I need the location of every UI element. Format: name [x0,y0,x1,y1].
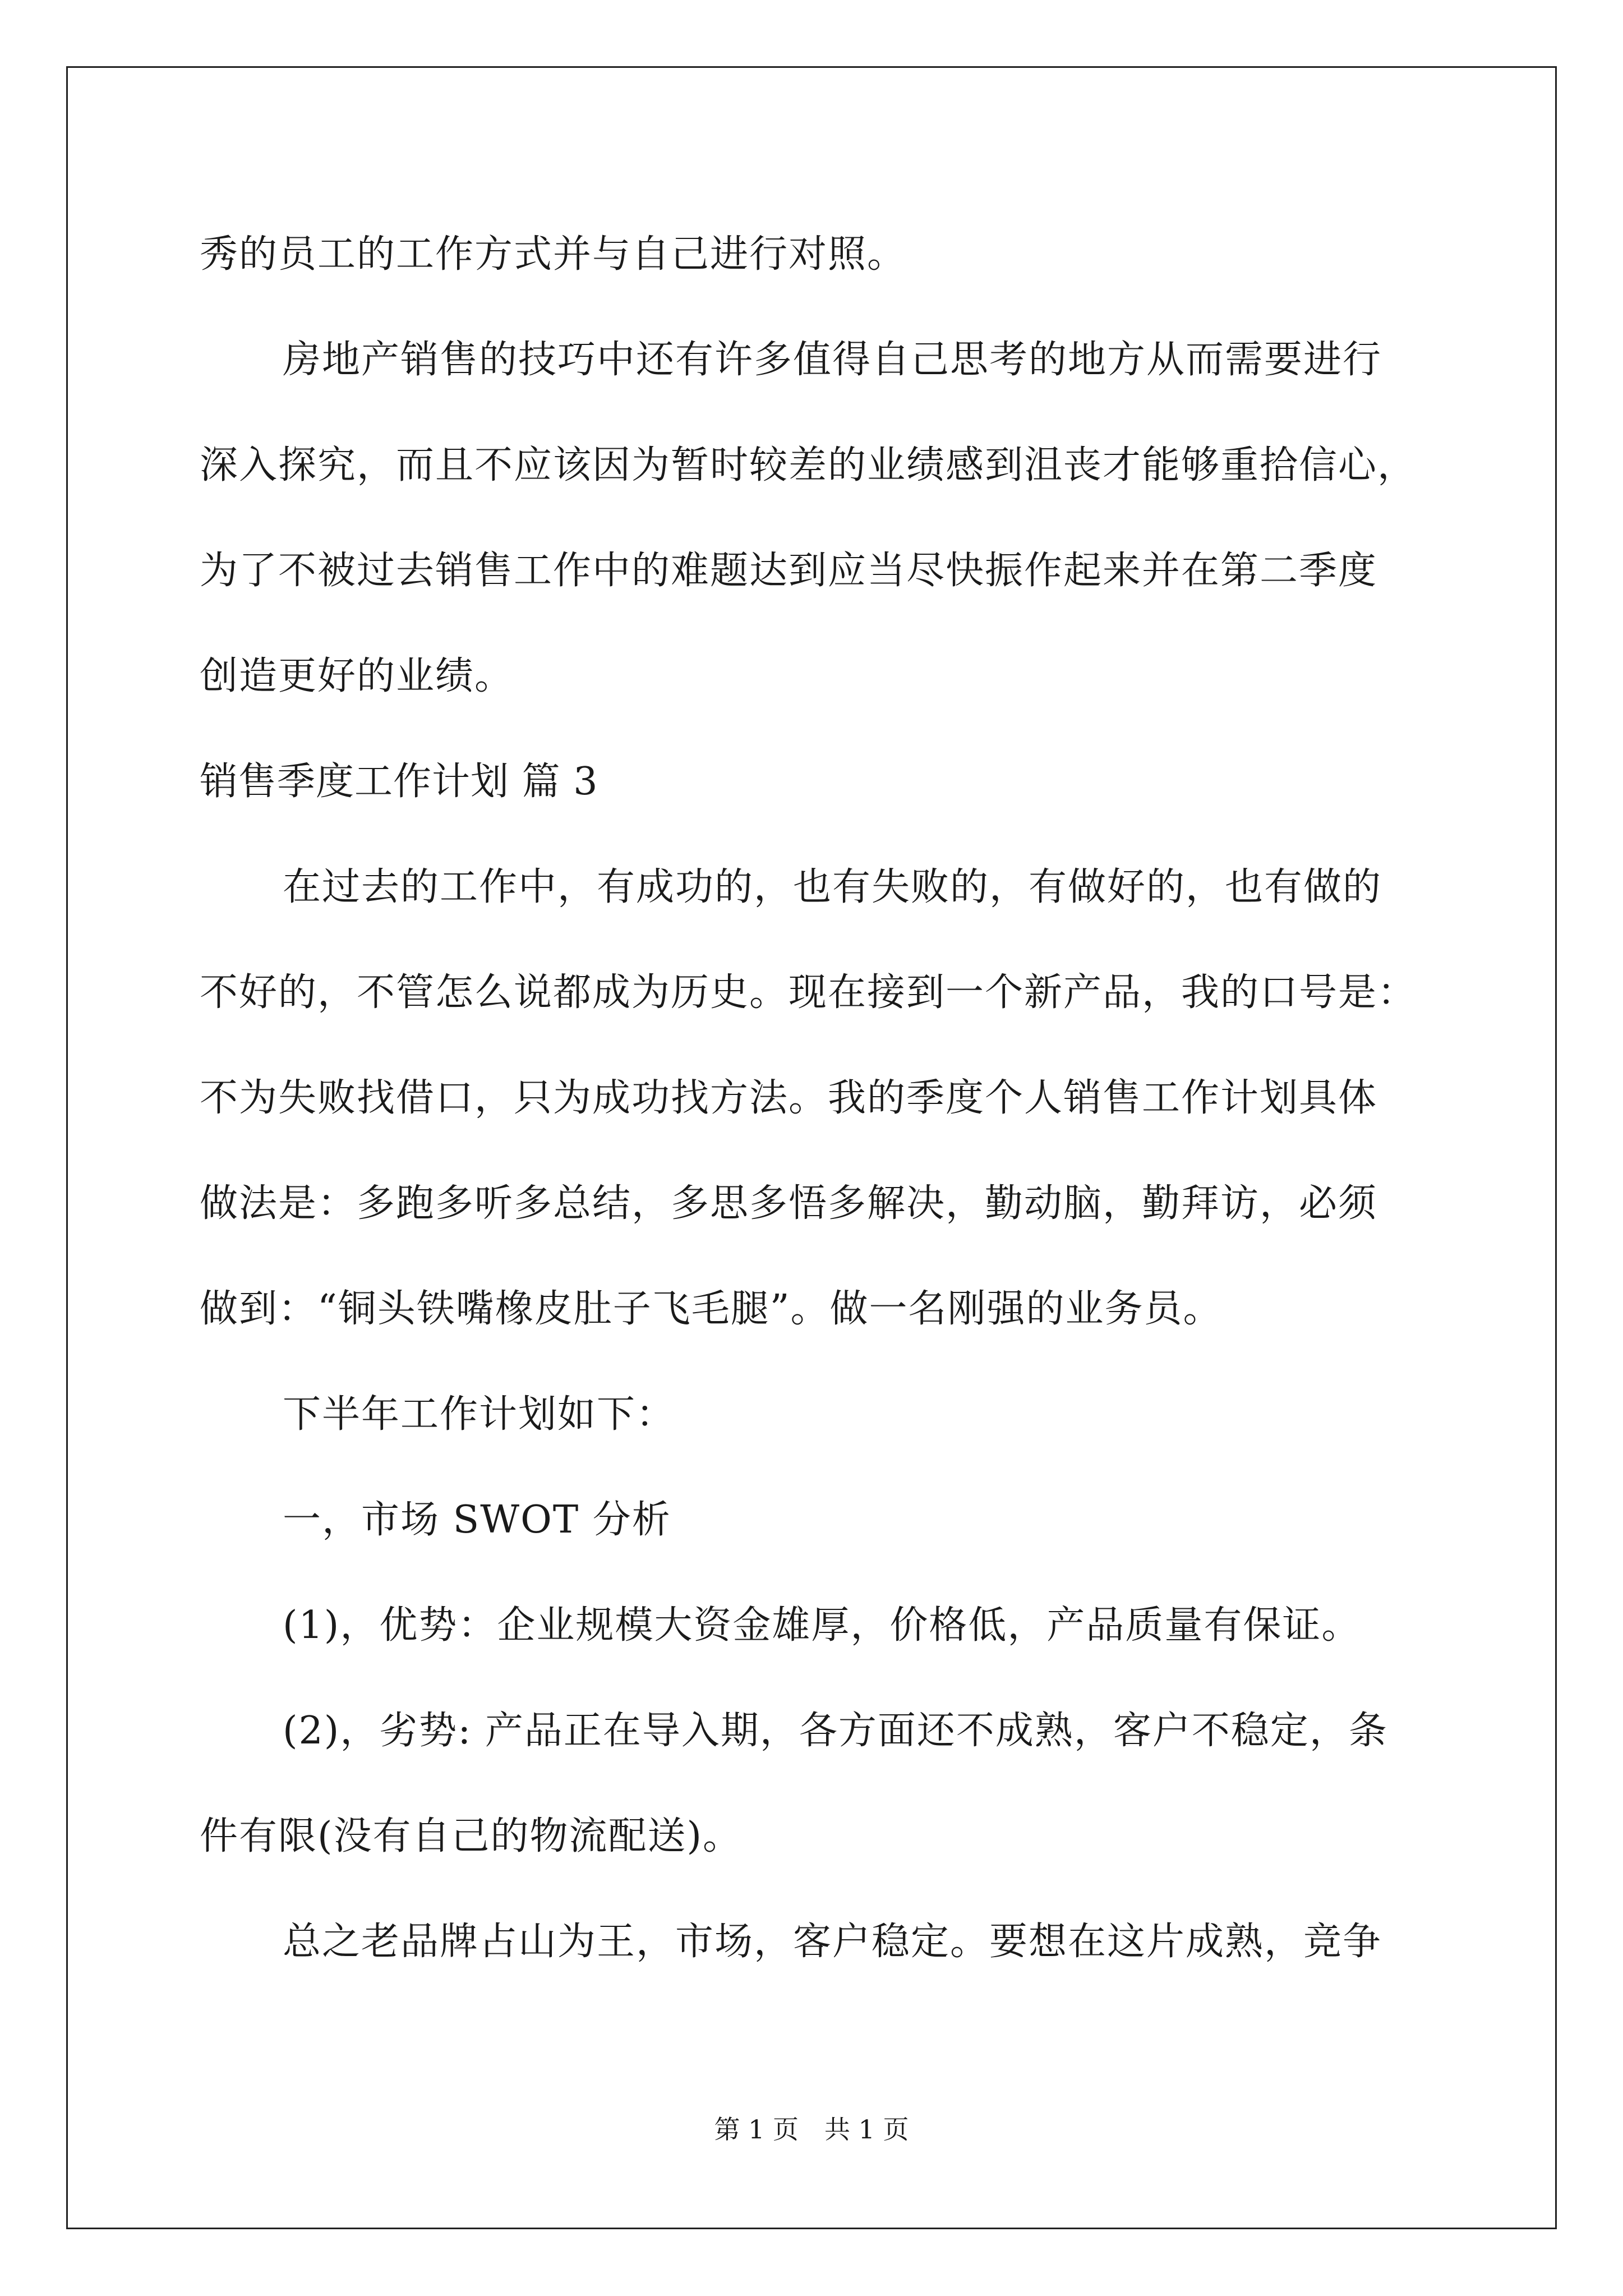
document-body [200,202,1433,1995]
paragraph-line: 秀的员工的工作方式并与自己进行对照。 [200,232,907,277]
paragraph-line: 做到：“铜头铁嘴橡皮肚子飞毛腿”。做一名刚强的业务员。 [200,1287,1223,1331]
paragraph-line: 在过去的工作中，有成功的，也有失败的，有做好的，也有做的 [283,865,1382,909]
paragraph-line: 下半年工作计划如下： [283,1392,676,1437]
paragraph-line: 不为失败找借口，只为成功找方法。我的季度个人销售工作计划具体 [200,1076,1378,1120]
paragraph-line: 一，市场 SWOT 分析 [283,1498,671,1542]
paragraph-line: 创造更好的业绩。 [200,654,514,698]
page-footer: 第 1 页 共 1 页 [714,2114,909,2145]
paragraph-line: (2)，劣势: 产品正在导入期，各方面还不成熟，客户不稳定，条 [283,1709,1388,1753]
paragraph-line: 为了不被过去销售工作中的难题达到应当尽快振作起来并在第二季度 [200,549,1378,593]
paragraph-line: 深入探究，而且不应该因为暂时较差的业绩感到沮丧才能够重拾信心， [200,443,1417,487]
paragraph-line: 件有限(没有自己的物流配送)。 [200,1814,743,1858]
section-heading: 销售季度工作计划 篇 3 [200,760,598,804]
paragraph-line: 做法是：多跑多听多总结，多思多悟多解决，勤动脑，勤拜访，必须 [200,1181,1378,1226]
paragraph-line: (1)，优势：企业规模大资金雄厚，价格低，产品质量有保证。 [283,1603,1361,1648]
paragraph-line: 房地产销售的技巧中还有许多值得自己思考的地方从而需要进行 [283,338,1382,382]
paragraph-line: 总之老品牌占山为王，市场，客户稳定。要想在这片成熟，竞争 [283,1920,1382,1964]
paragraph-line: 不好的，不管怎么说都成为历史。现在接到一个新产品，我的口号是： [200,970,1417,1015]
